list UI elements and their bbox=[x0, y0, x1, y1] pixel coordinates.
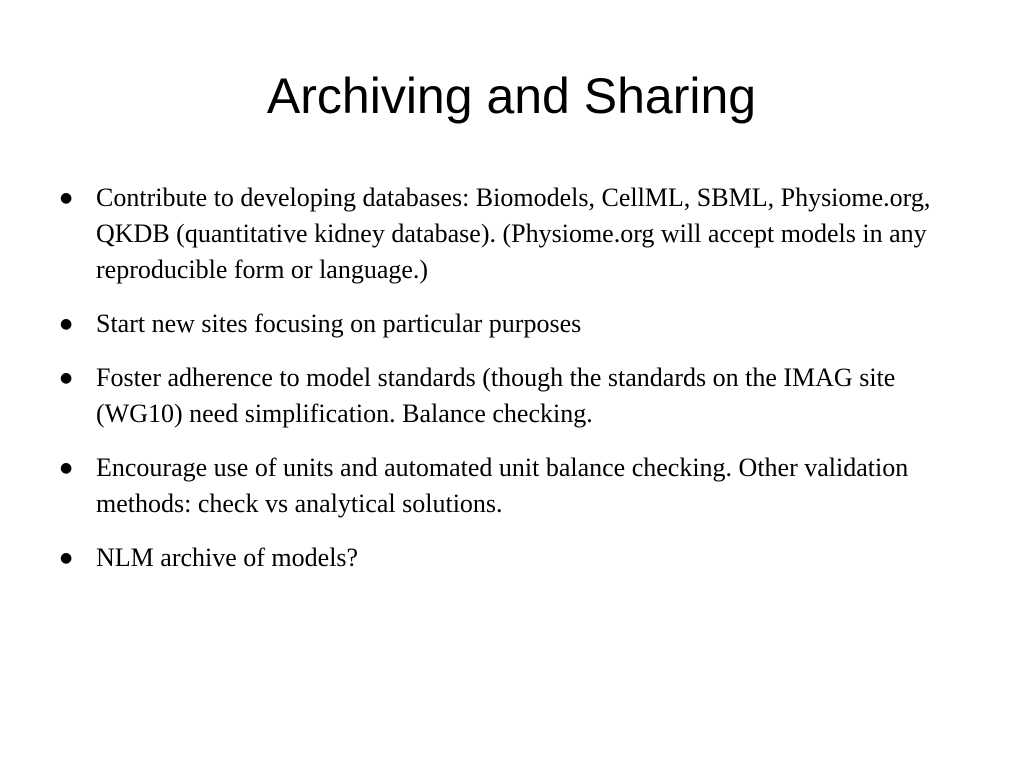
bullet-text: NLM archive of models? bbox=[96, 543, 359, 572]
bullet-item bbox=[60, 540, 960, 576]
bullet-text: Start new sites focusing on particular purposes bbox=[96, 309, 582, 338]
bullet-dot-icon: ● bbox=[60, 550, 73, 566]
bullet-item bbox=[60, 450, 960, 522]
bullet-dot-icon: ● bbox=[60, 316, 73, 332]
bullet-text: Contribute to developing databases: Biomodels, CellML, SBML, Physiome.org, QKDB (quantitative kidney database). (Physiome.org will accept models in any reproducible form or language.) bbox=[96, 183, 931, 284]
bullet-item bbox=[60, 180, 960, 288]
bullet-item bbox=[60, 306, 960, 342]
bullet-dot-icon: ● bbox=[60, 370, 73, 386]
bullet-list bbox=[60, 180, 960, 594]
bullet-item bbox=[60, 360, 960, 432]
bullet-text: Encourage use of units and automated unit balance checking. Other validation methods: check vs analytical solutions. bbox=[96, 453, 909, 518]
bullet-dot-icon: ● bbox=[60, 190, 73, 206]
bullet-dot-icon: ● bbox=[60, 460, 73, 476]
bullet-text: Foster adherence to model standards (though the standards on the IMAG site (WG10) need simplification. Balance checking. bbox=[96, 363, 896, 428]
slide-title: Archiving and Sharing bbox=[266, 68, 757, 124]
